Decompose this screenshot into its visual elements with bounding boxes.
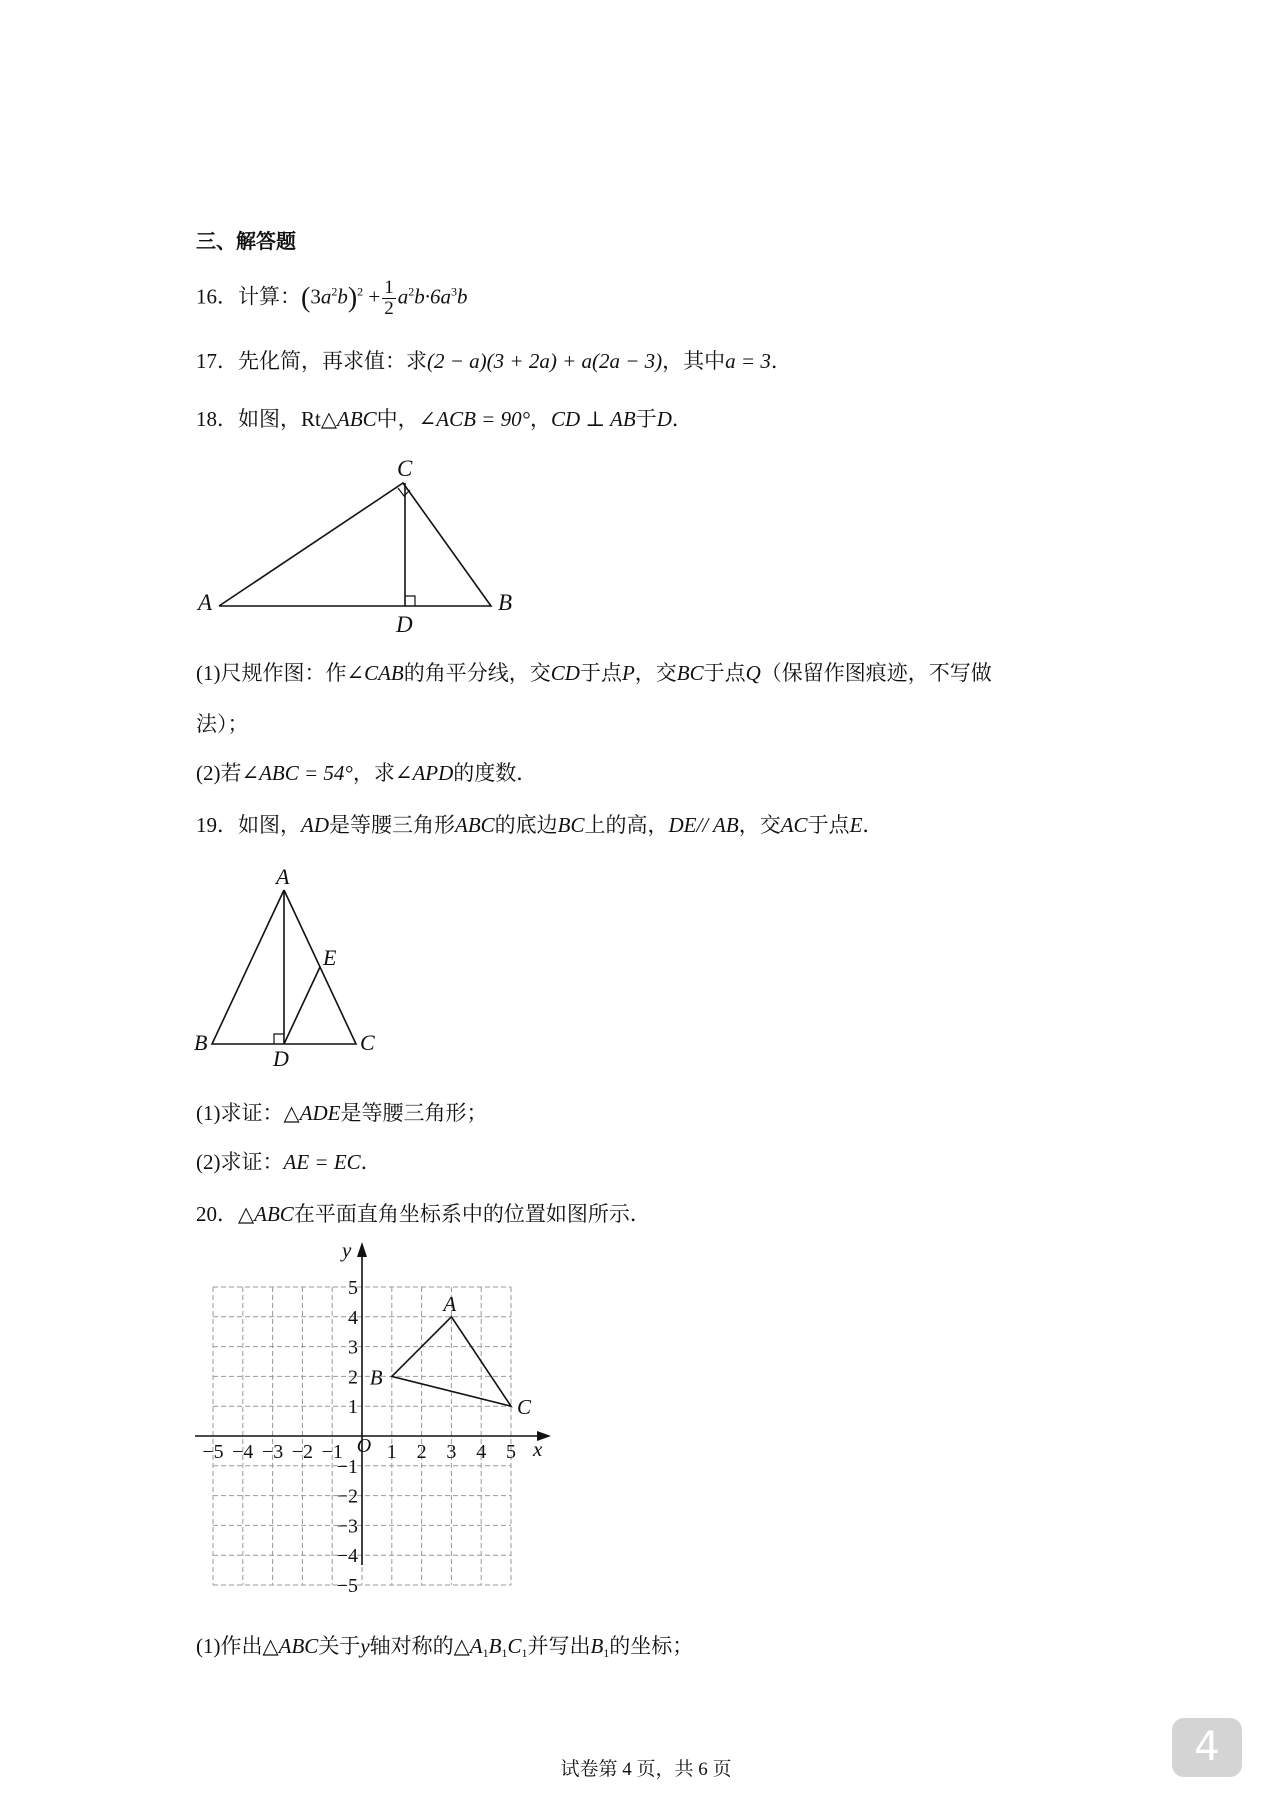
text: (1)求证：△: [196, 1101, 300, 1125]
x-tick-label: −5: [202, 1441, 224, 1463]
var: Q: [745, 661, 761, 685]
q18-part1-cont: 法）；: [196, 712, 249, 736]
var: ADE: [299, 1101, 341, 1125]
q20-part1: [196, 1633, 693, 1666]
var: APD: [412, 761, 454, 785]
text: 并写出: [527, 1634, 591, 1658]
y-tick-label: −4: [336, 1545, 358, 1568]
subscript: 1: [603, 1646, 610, 1660]
text: （保留作图痕迹，不写做: [760, 661, 992, 685]
var: AE = EC: [283, 1150, 361, 1174]
q18-var: D: [656, 407, 672, 431]
var: y: [360, 1634, 370, 1658]
text: 关于: [318, 1634, 361, 1658]
y-tick-label: −5: [336, 1575, 358, 1597]
text: (1)作出△: [196, 1634, 279, 1658]
point-label-a: A: [443, 1291, 457, 1316]
q18-var: ABC: [337, 407, 377, 431]
page-number-badge: 4: [1172, 1718, 1242, 1777]
q18-label: 18．如图，Rt△: [196, 407, 337, 431]
label-b: B: [194, 1030, 208, 1055]
text: 于点: [579, 661, 622, 685]
y-axis-label: y: [342, 1238, 352, 1262]
text: 是等腰三角形: [329, 813, 455, 837]
var: B: [488, 1634, 502, 1658]
q16-term: b·6: [414, 284, 441, 309]
point-label-b: B: [369, 1365, 383, 1390]
q17-text: ，其中: [662, 349, 726, 373]
text: 的坐标；: [609, 1634, 694, 1658]
point-label-c: C: [517, 1395, 532, 1420]
q16-exp: 2: [331, 284, 338, 299]
var: BC: [557, 813, 585, 837]
var: A: [469, 1634, 483, 1658]
var: ABC: [278, 1634, 319, 1658]
q16-var: b: [337, 284, 348, 309]
text: (2)求证：: [196, 1150, 284, 1174]
var: B: [590, 1634, 604, 1658]
q16-var: a: [440, 284, 451, 309]
var: AD: [301, 813, 329, 837]
var: CD: [550, 661, 580, 685]
y-tick-label: 1: [348, 1396, 358, 1419]
q16-var: a: [397, 284, 409, 309]
x-tick-label: 2: [416, 1441, 427, 1463]
q20-label: 20．△: [196, 1202, 255, 1226]
x-tick-label: −4: [232, 1441, 254, 1463]
var: BC: [676, 661, 704, 685]
text: 轴对称的△: [369, 1634, 470, 1658]
q16-var: a: [320, 284, 332, 309]
label-b: B: [498, 590, 513, 615]
x-tick-label: −1: [321, 1441, 343, 1463]
q18-text: ．: [671, 407, 693, 431]
var: ABC: [455, 813, 495, 837]
section-title: 三、解答题: [196, 229, 296, 253]
text: ，交: [634, 661, 677, 685]
var: DE// AB: [668, 813, 739, 837]
q18-perp: CD ⊥ AB: [551, 407, 636, 431]
denominator: 2: [384, 298, 394, 319]
text: ．: [862, 813, 884, 837]
x-axis-label: x: [533, 1437, 543, 1461]
q18-angle: ∠ACB = 90°: [418, 407, 530, 431]
y-tick-label: 5: [348, 1277, 358, 1299]
text: 的角平分线，交: [403, 661, 551, 685]
var: ABC = 54°: [259, 761, 353, 785]
subscript: 1: [501, 1646, 508, 1660]
text: (1)尺规作图：作∠: [196, 661, 365, 685]
subscript: 1: [482, 1646, 489, 1660]
y-tick-label: 4: [348, 1306, 358, 1329]
x-tick-label: −3: [261, 1441, 284, 1463]
text: ，交: [738, 813, 781, 837]
q16-plus: +: [368, 284, 381, 309]
y-tick-label: −2: [336, 1485, 358, 1508]
text: 的底边: [494, 813, 558, 837]
var: ABC: [254, 1202, 294, 1226]
text: 是等腰三角形；: [340, 1101, 488, 1125]
q17-period: ．: [770, 349, 792, 373]
x-tick-label: 3: [446, 1441, 457, 1463]
q17-expression: (2 − a)(3 + 2a) + a(2a − 3): [427, 349, 663, 373]
x-tick-label: 5: [506, 1441, 516, 1463]
x-tick-label: 1: [386, 1441, 397, 1463]
y-axis-arrow: [357, 1242, 367, 1257]
y-tick-label: 2: [348, 1366, 358, 1389]
text: 的度数．: [453, 761, 538, 785]
label-a: A: [276, 864, 290, 889]
origin-label: O: [356, 1435, 372, 1457]
text: 在平面直角坐标系中的位置如图所示．: [293, 1202, 651, 1226]
text: ．: [360, 1150, 382, 1174]
q18-text: ，: [530, 407, 551, 431]
question-16: 16．计算：$(3a^2b)^2$ + $\frac{1}{2}$ $a^2b\cdot 6a^3b$: [196, 277, 468, 319]
page-footer: 试卷第 4 页，共 6 页: [560, 1759, 732, 1780]
q18-text: 中，: [376, 407, 419, 431]
label-c: C: [360, 1030, 375, 1055]
text: 于点: [807, 813, 850, 837]
x-tick-label: 4: [476, 1441, 487, 1463]
q18-text: 于: [635, 407, 657, 431]
text: 上的高，: [584, 813, 669, 837]
y-tick-label: −3: [336, 1515, 358, 1538]
q16-exp: 2: [357, 284, 364, 299]
text: (2)若∠: [196, 761, 260, 785]
q16-coef: 3: [310, 284, 321, 309]
var: P: [621, 661, 635, 685]
label-d: D: [273, 1046, 289, 1071]
x-tick-label: −2: [291, 1441, 314, 1463]
subscript: 1: [521, 1646, 528, 1660]
var: CAB: [364, 661, 404, 685]
q17-condition: a = 3: [725, 349, 771, 373]
q16-var: b: [457, 284, 468, 309]
q17-label: 17．先化简，再求值：求: [196, 349, 427, 373]
q16-exp: 2: [408, 284, 415, 299]
y-tick-label: −1: [336, 1455, 358, 1478]
text: ，求∠: [352, 761, 413, 785]
numerator: 1: [384, 277, 394, 298]
label-a: A: [198, 590, 213, 615]
var: E: [849, 813, 863, 837]
label-d: D: [396, 612, 413, 637]
label-e: E: [323, 945, 337, 970]
text: 于点: [703, 661, 746, 685]
q19-label: 19．如图，: [196, 813, 301, 837]
var: C: [507, 1634, 522, 1658]
q16-label: 16．计算：: [196, 284, 301, 309]
q16-exp: 3: [451, 284, 457, 299]
label-c: C: [397, 456, 413, 481]
var: AC: [780, 813, 808, 837]
y-tick-label: 3: [348, 1336, 358, 1359]
